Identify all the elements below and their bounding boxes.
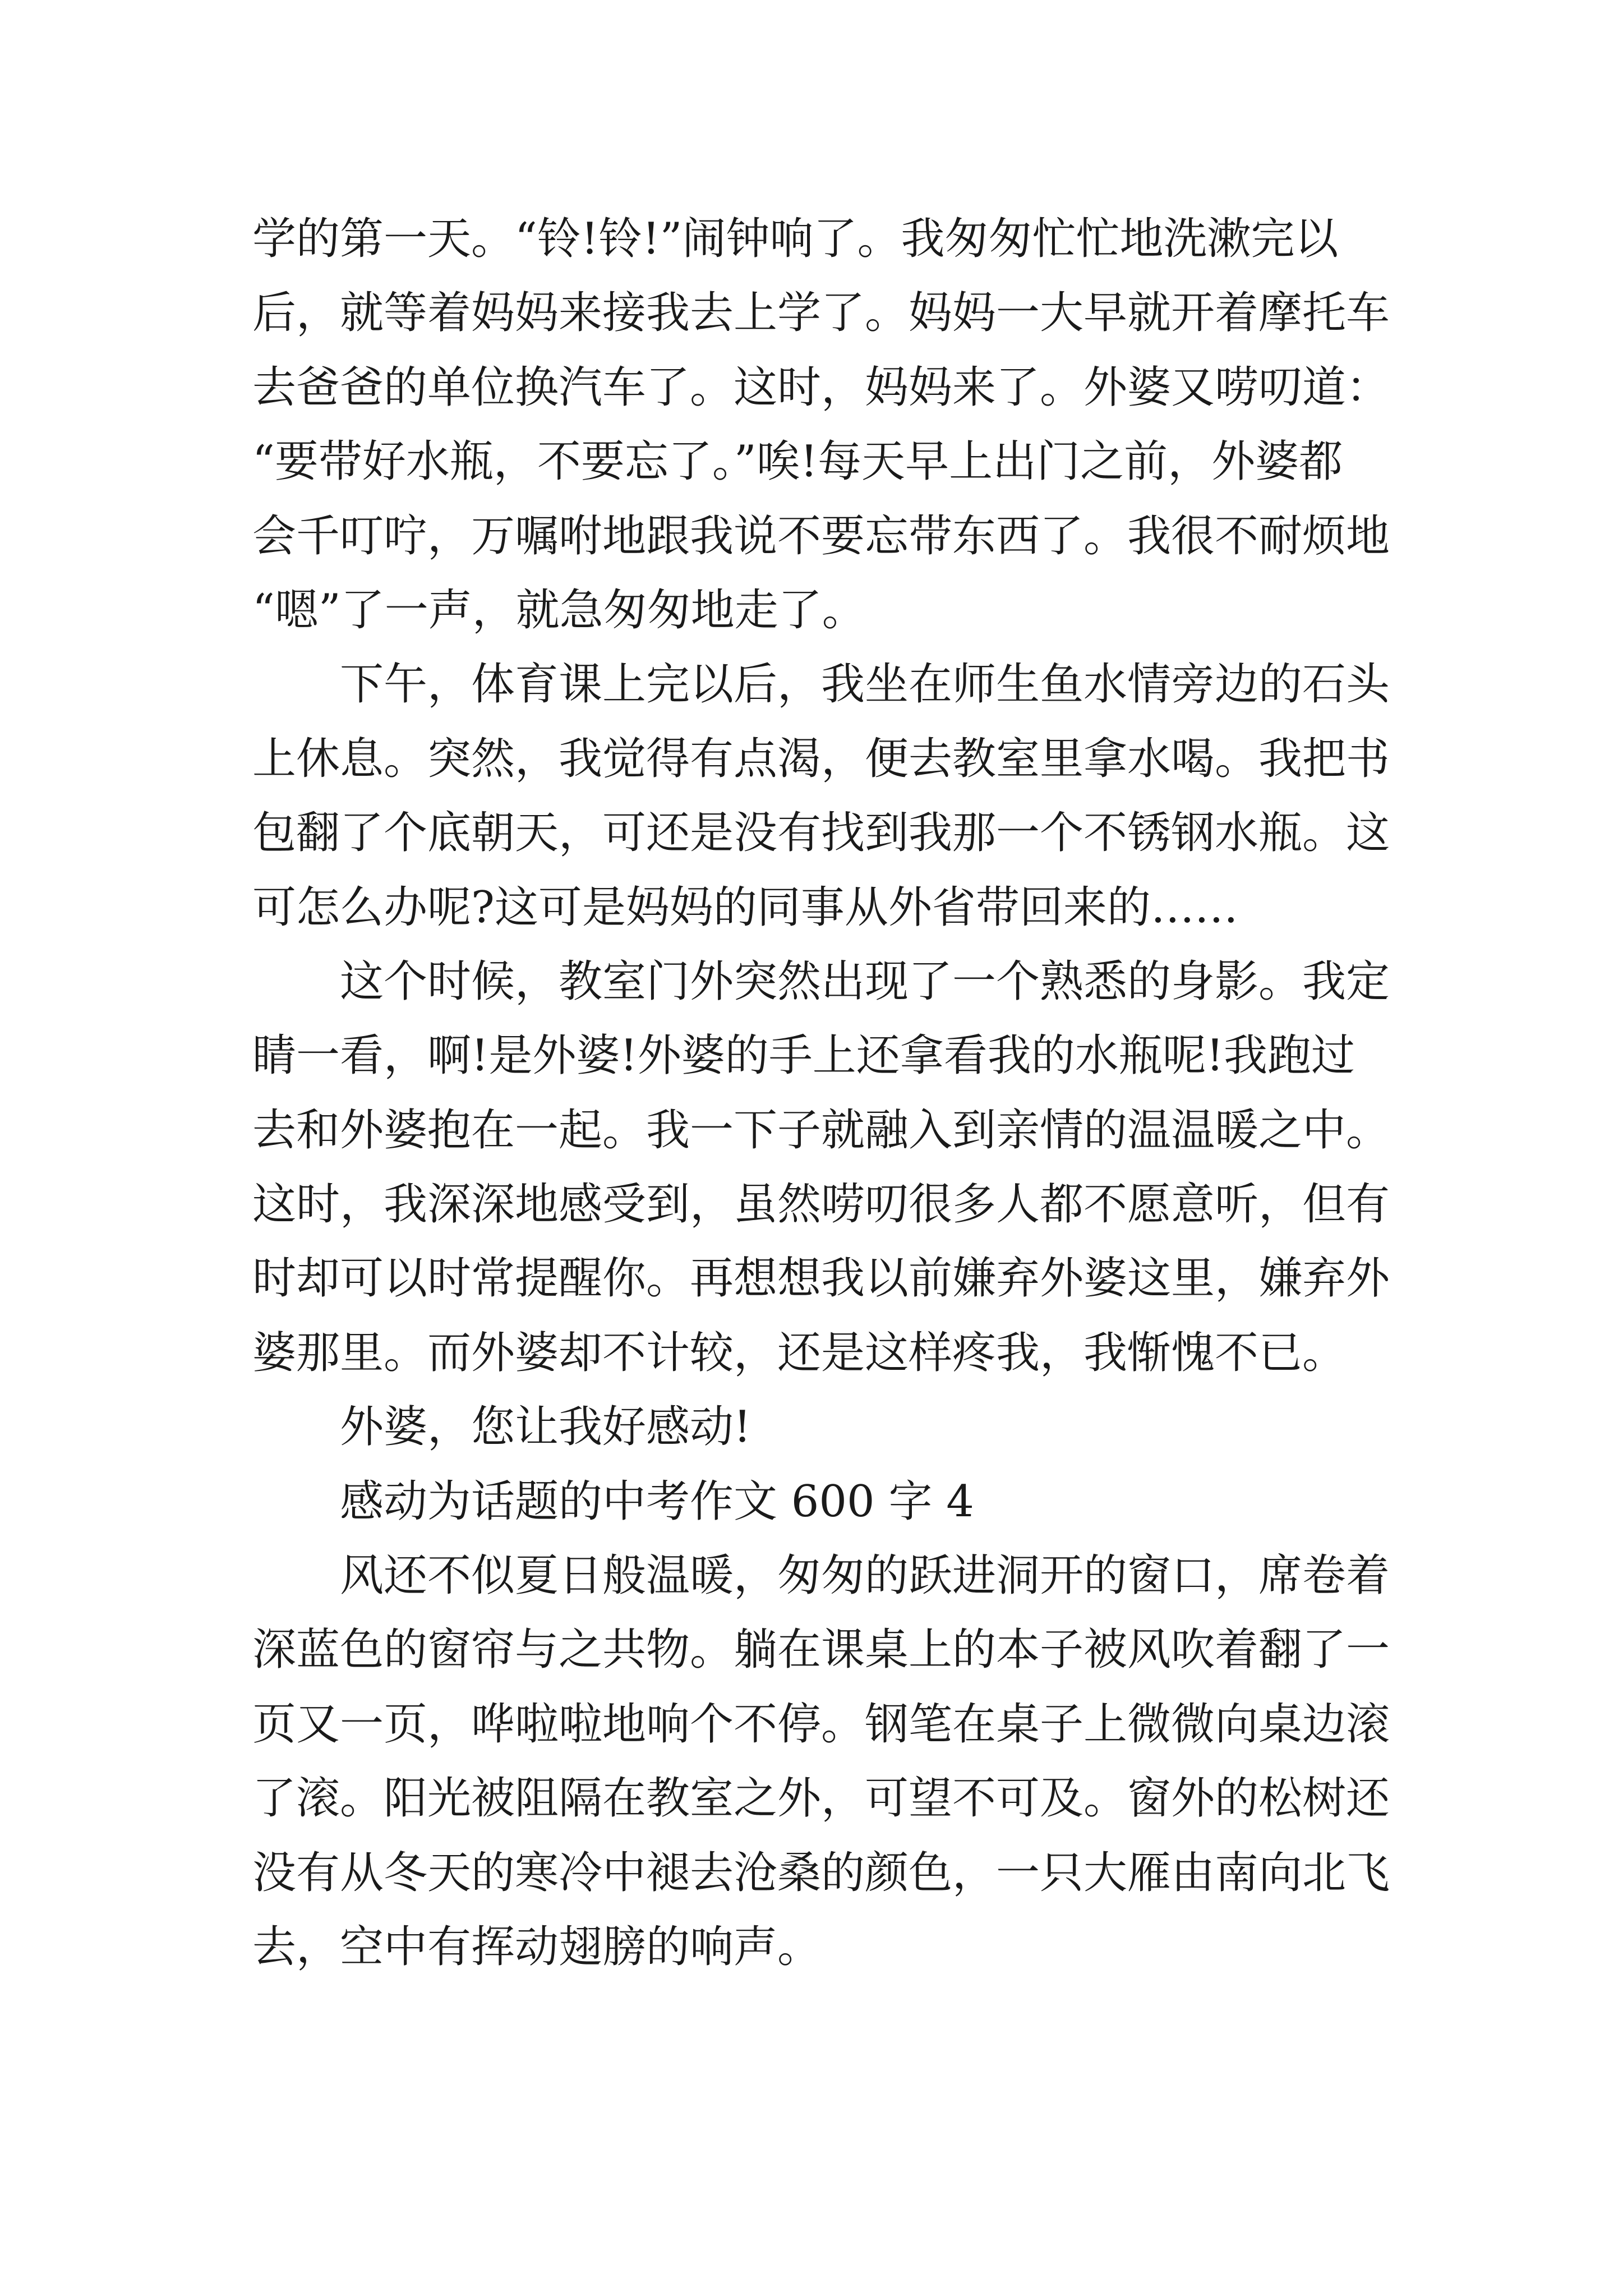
text-line: 去和外婆抱在一起。我一下子就融入到亲情的温温暖之中。 — [252, 1105, 1390, 1156]
text-line: 去，空中有挥动翅膀的响声。 — [252, 1921, 822, 1972]
text-line: 可怎么办呢?这可是妈妈的同事从外省带回来的…… — [252, 882, 1238, 933]
text-line: 上休息。突然，我觉得有点渴，便去教室里拿水喝。我把书 — [252, 733, 1390, 784]
text-line: 包翻了个底朝天，可还是没有找到我那一个不锈钢水瓶。这 — [252, 808, 1390, 859]
text-line: 这时，我深深地感受到，虽然唠叨很多人都不愿意听，但有 — [252, 1179, 1390, 1230]
section-heading: 感动为话题的中考作文 600 字 4 — [252, 1476, 974, 1527]
text-line: 风还不似夏日般温暖，匆匆的跃进洞开的窗口，席卷着 — [252, 1550, 1390, 1602]
text-line: 睛一看，啊!是外婆!外婆的手上还拿看我的水瓶呢!我跑过 — [252, 1030, 1355, 1082]
text-line: “嗯”了一声，就急匆匆地走了。 — [252, 585, 866, 636]
text-line: “要带好水瓶，不要忘了。”唉!每天早上出门之前，外婆都 — [252, 436, 1343, 487]
text-line: 外婆，您让我好感动! — [252, 1402, 751, 1453]
text-line: 了滚。阳光被阻隔在教室之外，可望不可及。窗外的松树还 — [252, 1773, 1390, 1824]
text-line: 会千叮咛，万嘱咐地跟我说不要忘带东西了。我很不耐烦地 — [252, 510, 1390, 562]
text-line: 这个时候，教室门外突然出现了一个熟悉的身影。我定 — [252, 956, 1390, 1007]
text-line: 后，就等着妈妈来接我去上学了。妈妈一大早就开着摩托车 — [252, 288, 1390, 339]
text-line: 婆那里。而外婆却不计较，还是这样疼我，我惭愧不已。 — [252, 1327, 1347, 1378]
text-line: 没有从冬天的寒冷中褪去沧桑的颜色，一只大雁由南向北飞 — [252, 1847, 1390, 1898]
text-line: 学的第一天。“铃!铃!”闹钟响了。我匆匆忙忙地洗漱完以 — [252, 214, 1339, 264]
text-line: 深蓝色的窗帘与之共物。躺在课桌上的本子被风吹着翻了一 — [252, 1625, 1390, 1676]
text-line: 时却可以时常提醒你。再想想我以前嫌弃外婆这里，嫌弃外 — [252, 1253, 1390, 1304]
text-line: 去爸爸的单位换汽车了。这时，妈妈来了。外婆又唠叨道： — [252, 362, 1390, 413]
text-line: 下午，体育课上完以后，我坐在师生鱼水情旁边的石头 — [252, 659, 1390, 710]
body-text — [252, 202, 1391, 1984]
text-line: 页又一页，哗啦啦地响个不停。钢笔在桌子上微微向桌边滚 — [252, 1699, 1390, 1750]
